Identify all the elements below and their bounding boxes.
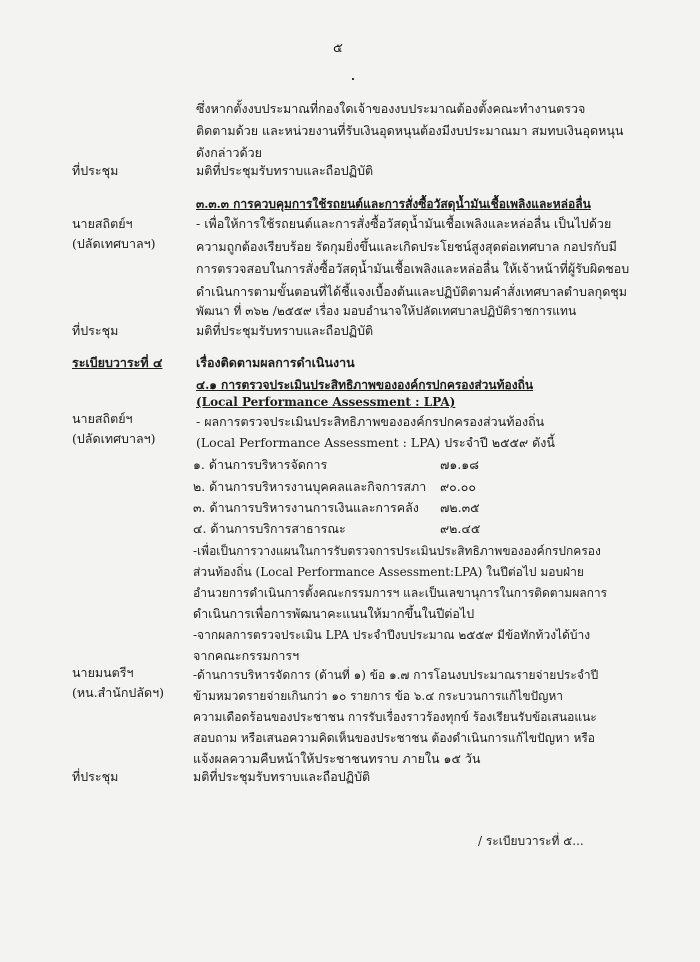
meeting-label: ที่ประชุม [72, 323, 119, 338]
score-label: ๑. ด้านการบริหารจัดการ [193, 457, 328, 472]
paragraph-line: ซึ่งหากตั้งงบประมาณที่กองใดเจ้าของงบประมาณต้องตั้งคณะทำงานตรวจ [196, 101, 586, 116]
paragraph-line: -จากผลการตรวจประเมิน LPA ประจำปีงบประมาณ ๒๕๕๙ มีข้อทักท้วงได้บ้าง [193, 628, 591, 642]
score-label: ๔. ด้านการบริการสาธารณะ [193, 521, 346, 536]
score-value: ๗๒.๓๕ [440, 500, 480, 515]
paragraph-line: ดำเนินการเพื่อการพัฒนาคะแนนให้มากขึ้นในปีต่อไป [193, 606, 475, 621]
meeting-label: ที่ประชุม [72, 769, 119, 784]
meeting-resolution: มติที่ประชุมรับทราบและถือปฏิบัติ [196, 163, 374, 178]
paragraph-line: อำนวยการดำเนินการตั้งคณะกรรมการฯ และเป็นเลขานุการในการติดตามผลการ [193, 586, 608, 600]
score-label: ๒. ด้านการบริหารงานบุคคลและกิจการสภา [193, 479, 427, 494]
speaker-name: นายสถิตย์ฯ [72, 216, 133, 231]
score-label: ๓. ด้านการบริหารงานการเงินและการคลัง [193, 500, 419, 515]
paragraph-line: พัฒนา ที่ ๓๖๒ /๒๕๕๙ เรื่อง มอบอำนาจให้ปลัดเทศบาลปฏิบัติราชการแทน [196, 304, 577, 318]
paragraph-line: แจ้งผลความคืบหน้าให้ประชาชนทราบ ภายใน ๑๕ วัน [193, 751, 481, 766]
paragraph-line: ความเดือดร้อนของประชาชน การรับเรื่องราวร้องทุกข์ ร้องเรียนรับข้อเสนอแนะ [193, 710, 597, 724]
paragraph-line: ดำเนินการตามขั้นตอนที่ได้ชี้แจงเบื้องต้นและปฏิบัติตามคำสั่งเทศบาลตำบลกุดชุม [196, 284, 628, 299]
section-subheading: (Local Performance Assessment : LPA) [196, 395, 456, 409]
agenda-label: ระเบียบวาระที่ ๔ [72, 355, 163, 370]
speaker-title: (ปลัดเทศบาลฯ) [72, 431, 156, 446]
speaker-title: (ปลัดเทศบาลฯ) [72, 236, 156, 251]
paragraph-line: สอบถาม หรือเสนอความคิดเห็นของประชาชน ต้องดำเนินการแก้ไขปัญหา หรือ [193, 731, 595, 745]
paragraph-line: จากคณะกรรมการฯ [193, 648, 300, 663]
meeting-label: ที่ประชุม [72, 163, 119, 178]
paragraph-line: - ผลการตรวจประเมินประสิทธิภาพขององค์กรปกครองส่วนท้องถิ่น [196, 414, 545, 429]
paragraph-line: -ด้านการบริหารจัดการ (ด้านที่ ๑) ข้อ ๑.๗ การโอนงบประมาณรายจ่ายประจำปี [193, 668, 599, 682]
paragraph-line: (Local Performance Assessment : LPA) ประจำปี ๒๕๕๙ ดังนี้ [196, 435, 555, 450]
paragraph-line: ความถูกต้องเรียบร้อย รัดกุมยิ่งขึ้นและเกิดประโยชน์สูงสุดต่อเทศบาล กอปรกับมี [196, 239, 617, 254]
speaker-name: นายสถิตย์ฯ [72, 411, 133, 426]
score-value: ๙๒.๔๕ [440, 521, 481, 536]
page-number: ๕ [333, 41, 343, 56]
continuation-footer: / ระเบียบวาระที่ ๕... [478, 834, 584, 848]
paragraph-line: - เพื่อให้การใช้รถยนต์และการสั่งซื้อวัสดุน้ำมันเชื้อเพลิงและหล่อลื่น เป็นไปด้วย [196, 216, 612, 231]
stray-mark [352, 78, 354, 80]
paragraph-line: การตรวจสอบในการสั่งซื้อวัสดุน้ำมันเชื้อเพลิงและหล่อลื่น ให้เจ้าหน้าที่ผู้รับผิดชอบ [196, 261, 630, 276]
paragraph-line: ติดตามด้วย และหน่วยงานที่รับเงินอุดหนุนต้องมีงบประมาณมา สมทบเงินอุดหนุน [196, 123, 624, 138]
paragraph-line: -เพื่อเป็นการวางแผนในการรับตรวจการประเมินประสิทธิภาพขององค์กรปกครอง [193, 544, 601, 558]
meeting-resolution: มติที่ประชุมรับทราบและถือปฏิบัติ [196, 323, 374, 338]
speaker-title: (หน.สำนักปลัดฯ) [72, 685, 165, 700]
paragraph-line: ข้ามหมวดรายจ่ายเกินกว่า ๑๐ รายการ ข้อ ๖.๔ กระบวนการแก้ไขปัญหา [193, 689, 564, 703]
agenda-title: เรื่องติดตามผลการดำเนินงาน [196, 355, 355, 370]
section-heading: ๔.๑ การตรวจประเมินประสิทธิภาพขององค์กรปกครองส่วนท้องถิ่น [196, 378, 534, 392]
paragraph-line: ส่วนท้องถิ่น (Local Performance Assessment:LPA) ในปีต่อไป มอบฝ่าย [193, 565, 584, 579]
score-value: ๗๑.๑๘ [440, 457, 479, 472]
paragraph-line: ดังกล่าวด้วย [196, 145, 262, 160]
speaker-name: นายมนตรีฯ [72, 665, 134, 680]
section-heading: ๓.๓.๓ การควบคุมการใช้รถยนต์และการสั่งซื้อวัสดุน้ำมันเชื้อเพลิงและหล่อลื่น [196, 197, 591, 211]
meeting-resolution: มติที่ประชุมรับทราบและถือปฏิบัติ [193, 769, 371, 784]
score-value: ๙๐.๐๐ [440, 479, 477, 494]
